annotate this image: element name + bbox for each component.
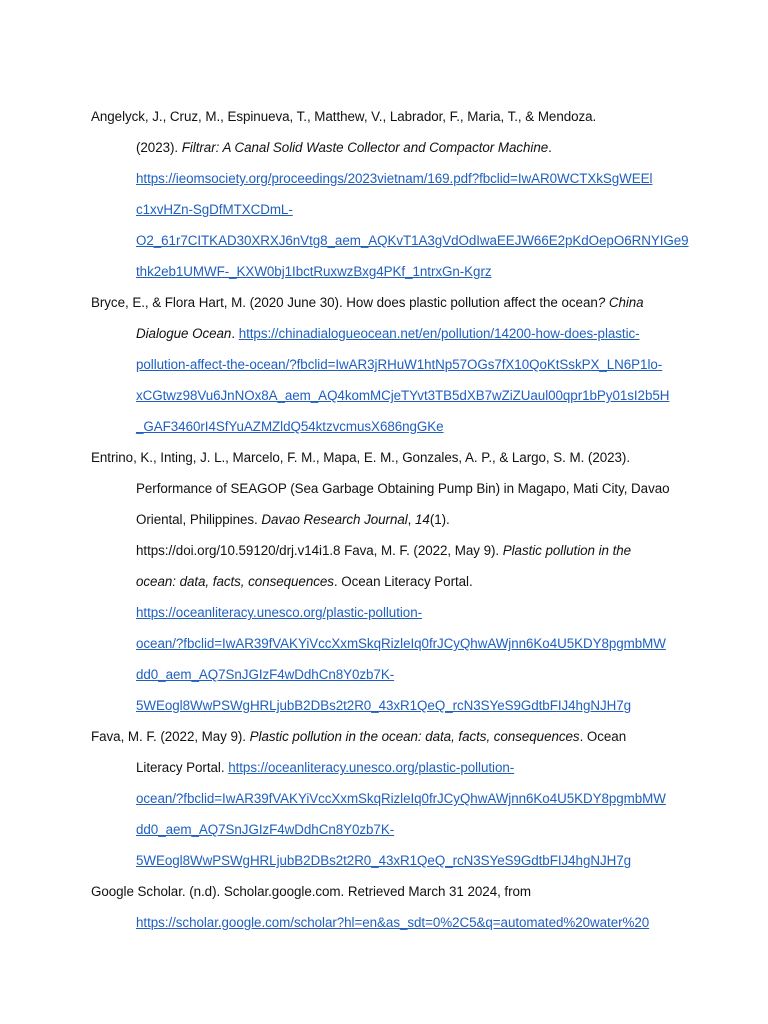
reference-text: Performance of SEAGOP (Sea Garbage Obtaining Pump Bin) in Magapo, Mati City, Davao [136, 481, 670, 496]
reference-text [91, 287, 691, 318]
journal-name: Davao Research Journal [261, 512, 408, 527]
reference-text-part: Oriental, Philippines. [136, 512, 262, 527]
reference-entry [91, 876, 691, 938]
reference-text-part: . Ocean [579, 729, 627, 744]
reference-title: Plastic pollution in the ocean: data, facts, consequences [249, 729, 580, 744]
reference-text [91, 318, 691, 349]
reference-link[interactable]: https://ieomsociety.org/proceedings/2023vietnam/169.pdf?fbclid=IwAR0WCTXkSgWEEl [136, 171, 653, 186]
publication-year: (2023). [136, 140, 182, 155]
reference-link[interactable]: thk2eb1UMWF-_KXW0bj1IbctRuxwzBxg4PKf_1ntrxGn-Kgrz [136, 264, 492, 279]
reference-entry [91, 442, 691, 721]
reference-url-line [91, 163, 691, 194]
reference-url-line [91, 411, 691, 442]
reference-source: Dialogue Ocean [136, 326, 232, 341]
reference-url-line [91, 690, 691, 721]
reference-text [91, 504, 691, 535]
reference-authors: Fava, M. F. (2022, May 9). [91, 729, 250, 744]
reference-entry [91, 101, 691, 287]
reference-text-part: . Ocean Literacy Portal. [333, 574, 473, 589]
reference-link[interactable]: xCGtwz98Vu6JnNOx8A_aem_AQ4komMCjeTYvt3TB5dXB7wZiZUaul00qpr1bPy01sI2b5H [136, 388, 670, 403]
reference-link[interactable]: pollution-affect-the-ocean/?fbclid=IwAR3jRHuW1htNp57OGs7fX10QoKtSskPX_LN6P1lo- [136, 357, 663, 372]
reference-authors-title: Bryce, E., & Flora Hart, M. (2020 June 30). How does plastic pollution affect the ocean [91, 295, 598, 310]
reference-link[interactable]: https://oceanliteracy.unesco.org/plastic-pollution- [136, 605, 422, 620]
reference-link[interactable]: https://oceanliteracy.unesco.org/plastic-pollution- [228, 760, 515, 775]
reference-link[interactable]: ocean/?fbclid=IwAR39fVAKYiVccXxmSkqRizleIq0frJCyQhwAWjnn6Ko4U5KDY8pgmbMW [136, 791, 666, 806]
reference-url-line [91, 907, 691, 938]
reference-url-line [91, 628, 691, 659]
reference-list [91, 101, 691, 938]
reference-url-line [91, 349, 691, 380]
reference-title: Plastic pollution in the [502, 543, 632, 558]
reference-link[interactable]: 5WEogl8WwPSWgHRLjubB2DBs2t2R0_43xR1QeQ_rcN3SYeS9GdtbFIJ4hgNJH7g [136, 853, 632, 868]
reference-title: ocean: data, facts, consequences [136, 574, 334, 589]
reference-link[interactable]: O2_61r7CITKAD30XRXJ6nVtg8_aem_AQKvT1A3gVdOdIwaEEJW66E2pKdOepO6RNYIGe9 [136, 233, 689, 248]
reference-url-line [91, 380, 691, 411]
reference-title: Filtrar: A Canal Solid Waste Collector and Compactor Machine [181, 140, 549, 155]
reference-link[interactable]: dd0_aem_AQ7SnJGIzF4wDdhCn8Y0zb7K- [136, 667, 395, 682]
reference-text-part: Literacy Portal. [136, 760, 229, 775]
reference-url-line [91, 659, 691, 690]
reference-link[interactable]: https://scholar.google.com/scholar?hl=en&as_sdt=0%2C5&q=automated%20water%20 [136, 915, 650, 930]
reference-url-line [91, 225, 691, 256]
reference-link[interactable]: https://chinadialogueocean.net/en/pollution/14200-how-does-plastic- [238, 326, 640, 341]
reference-url-line [91, 783, 691, 814]
reference-text [91, 566, 691, 597]
punctuation: , [407, 512, 416, 527]
reference-text: Entrino, K., Inting, J. L., Marcelo, F. M., Mapa, E. M., Gonzales, A. P., & Largo, S. M. (2023). [91, 450, 630, 465]
reference-link[interactable]: 5WEogl8WwPSWgHRLjubB2DBs2t2R0_43xR1QeQ_rcN3SYeS9GdtbFIJ4hgNJH7g [136, 698, 632, 713]
reference-link[interactable]: c1xvHZn-SgDfMTXCDmL- [136, 202, 293, 217]
reference-url-line [91, 845, 691, 876]
reference-text: Google Scholar. (n.d). Scholar.google.com. Retrieved March 31 2024, from [91, 884, 532, 899]
reference-source: ? China [597, 295, 644, 310]
reference-text-part: https://doi.org/10.59120/drj.v14i1.8 Fava, M. F. (2022, May 9). [136, 543, 503, 558]
reference-text: Angelyck, J., Cruz, M., Espinueva, T., Matthew, V., Labrador, F., Maria, T., & Mendoza. [91, 109, 597, 124]
punctuation: . [548, 140, 552, 155]
reference-url-line [91, 814, 691, 845]
reference-text [91, 132, 691, 163]
reference-text [91, 721, 691, 752]
journal-volume: 14 [415, 512, 430, 527]
reference-link[interactable]: _GAF3460rI4SfYuAZMZldQ54ktzvcmusX686ngGKe [136, 419, 444, 434]
reference-text [91, 535, 691, 566]
reference-url-line [91, 597, 691, 628]
reference-entry [91, 287, 691, 442]
journal-issue: (1). [429, 512, 450, 527]
reference-entry [91, 721, 691, 876]
punctuation: . [231, 326, 239, 341]
reference-link[interactable]: dd0_aem_AQ7SnJGIzF4wDdhCn8Y0zb7K- [136, 822, 395, 837]
reference-link[interactable]: ocean/?fbclid=IwAR39fVAKYiVccXxmSkqRizleIq0frJCyQhwAWjnn6Ko4U5KDY8pgmbMW [136, 636, 666, 651]
reference-url-line [91, 194, 691, 225]
reference-text [91, 752, 691, 783]
reference-url-line [91, 256, 691, 287]
